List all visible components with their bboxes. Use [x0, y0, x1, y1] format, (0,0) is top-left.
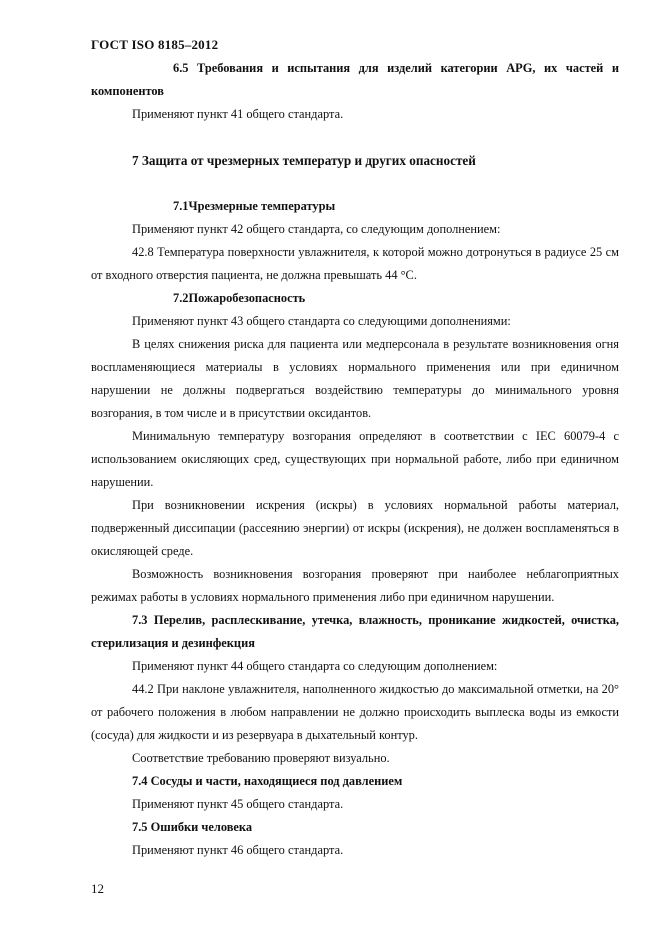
paragraph: Применяют пункт 43 общего стандарта со следующими дополнениями:: [132, 314, 511, 328]
chapter-7-heading: 7 Защита от чрезмерных температур и других опасностей: [132, 153, 476, 168]
section-7-5-heading: [91, 816, 619, 839]
section-7-1-heading: [91, 195, 619, 218]
section-number: 6.5: [173, 61, 189, 75]
section-title: Чрезмерные температуры: [188, 199, 336, 213]
paragraph: Применяют пункт 44 общего стандарта со следующим дополнением:: [132, 659, 498, 673]
section-title: Требования и испытания для изделий категории APG, их частей и компонентов: [91, 61, 619, 98]
paragraph: Применяют пункт 46 общего стандарта.: [132, 843, 344, 857]
page-body: [91, 57, 619, 862]
paragraph: Возможность возникновения возгорания проверяют при наиболее неблагоприятных режимах работы в условиях нормального применения либо при единичном нарушении.: [91, 567, 619, 604]
section-number: 7.3: [132, 613, 148, 627]
paragraph: 42.8 Температура поверхности увлажнителя, к которой можно дотронуться в радиусе 25 см от входного отверстия пациента, не должна превышать 44 °С.: [91, 245, 619, 282]
paragraph: 44.2 При наклоне увлажнителя, наполненного жидкостью до максимальной отметки, на 20° от рабочего положения в любом направлении не должно происходить выплеска воды из емкости (сосуда) для жидкости и из резервуара в дыхательный контур.: [91, 682, 619, 742]
paragraph: Применяют пункт 42 общего стандарта, со следующим дополнением:: [132, 222, 501, 236]
section-number: 7.2: [173, 291, 189, 305]
standard-header: ГОСТ ISO 8185–2012: [91, 37, 219, 52]
page-number: 12: [91, 881, 104, 896]
section-title: Сосуды и части, находящиеся под давлением: [150, 774, 403, 788]
paragraph: Применяют пункт 45 общего стандарта.: [132, 797, 344, 811]
paragraph: Соответствие требованию проверяют визуально.: [132, 751, 390, 765]
section-title: Перелив, расплескивание, утечка, влажность, проникание жидкостей, очистка, стерилизация и дезинфекция: [91, 613, 619, 650]
section-number: 7.4: [132, 774, 148, 788]
paragraph: Минимальную температуру возгорания определяют в соответствии с IEC 60079-4 с использованием окисляющих сред, существующих при нормальной работе, либо при единичном нарушении.: [91, 429, 619, 489]
section-7-2-heading: [91, 287, 619, 310]
paragraph: При возникновении искрения (искры) в условиях нормальной работы материал, подверженный диссипации (рассеянию энергии) от искры (искрения), не должен воспламеняться в окисляющей среде.: [91, 498, 619, 558]
paragraph: В целях снижения риска для пациента или медперсонала в результате возникновения огня воспламеняющиеся материалы в условиях нормального применения или при единичном нарушении не должны подвергаться воздействию температуры до минимального уровня возгорания, в том числе и в присутствии оксидантов.: [91, 337, 619, 420]
paragraph: Применяют пункт 41 общего стандарта.: [132, 107, 344, 121]
section-number: 7.5: [132, 820, 148, 834]
section-6-5-heading: [91, 57, 619, 103]
section-7-4-heading: [91, 770, 619, 793]
section-number: 7.1: [173, 199, 189, 213]
section-title: Пожаробезопасность: [188, 291, 306, 305]
section-title: Ошибки человека: [150, 820, 253, 834]
section-7-3-heading: [91, 609, 619, 655]
